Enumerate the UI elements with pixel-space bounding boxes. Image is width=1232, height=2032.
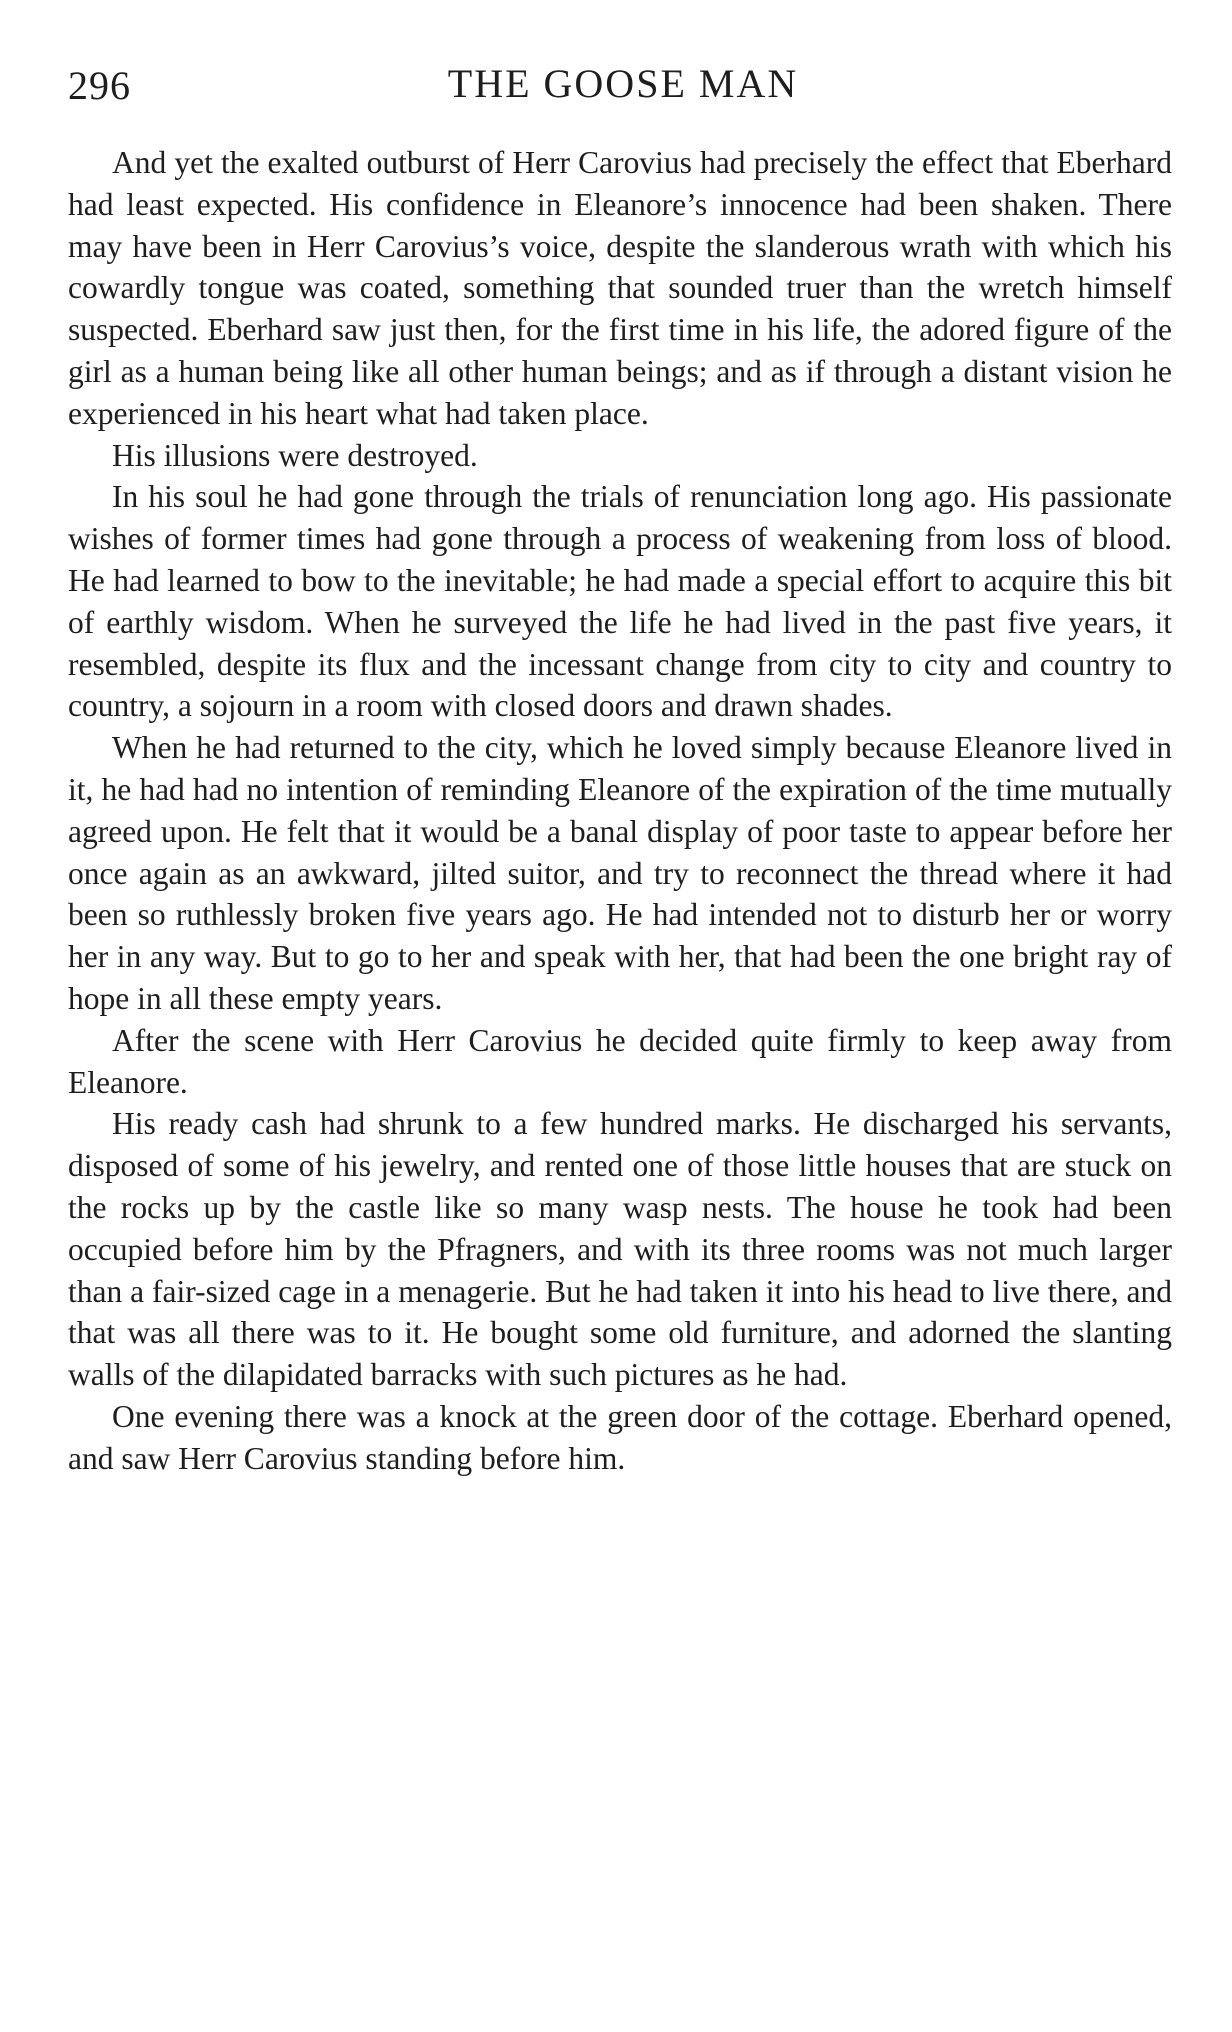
paragraph: His ready cash had shrunk to a few hundred marks. He discharged his servants, disposed of some of his jewelry, and rented one of those little houses that are stuck on the rocks up by the castle like so many wasp nests. The house he took had been occupied before him by the Pfragners, and with its three rooms was not much larger than a fair-sized cage in a menagerie. But he had taken it into his head to live there, and that was all there was to it. He bought some old furniture, and adorned the slanting walls of the dilapidated barracks with such pictures as he had. [68,1106,1172,1393]
paragraph: After the scene with Herr Carovius he decided quite firmly to keep away from Eleanore. [68,1022,1172,1100]
paragraph: One evening there was a knock at the green door of the cottage. Eberhard opened, and saw Herr Carovius standing before him. [68,1398,1172,1476]
paragraph: In his soul he had gone through the trials of renunciation long ago. His passionate wishes of former times had gone through a process of weakening from loss of blood. He had learned to bow to the inevitable; he had made a special effort to acquire this bit of earthly wisdom. When he surveyed the life he had lived in the past five years, it resembled, despite its flux and the incessant change from city to city and country to country, a sojourn in a room with closed doors and drawn shades. [68,479,1172,724]
paragraph: When he had returned to the city, which he loved simply because Eleanore lived in it, he had had no intention of reminding Eleanore of the expiration of the time mutually agreed upon. He felt that it would be a banal display of poor taste to appear before her once again as an awkward, jilted suitor, and try to reconnect the thread where it had been so ruthlessly broken five years ago. He had intended not to disturb her or worry her in any way. But to go to her and speak with her, that had been the one bright ray of hope in all these empty years. [68,730,1172,1016]
book-title: THE GOOSE MAN [447,61,799,106]
running-head [68,58,1178,118]
page-number: 296 [68,63,131,108]
paragraph: His illusions were destroyed. [112,437,478,473]
body-text [68,142,1172,1480]
paragraph: And yet the exalted outburst of Herr Carovius had precisely the effect that Eberhard had least expected. His confidence in Eleanore’s innocence had been shaken. There may have been in Herr Carovius’s voice, despite the slanderous wrath with which his cowardly tongue was coated, something that sounded truer than the wretch himself suspected. Eberhard saw just then, for the first time in his life, the adored figure of the girl as a human being like all other human beings; and as if through a distant vision he experienced in his heart what had taken place. [68,145,1172,431]
